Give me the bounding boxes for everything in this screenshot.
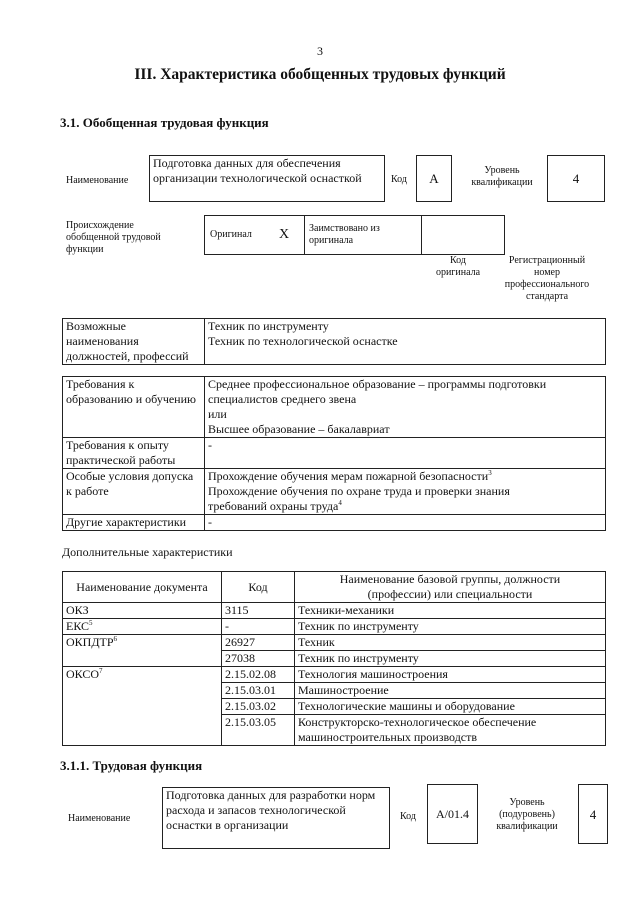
add-code: 2.15.03.05 (222, 715, 295, 746)
tf-code-label: Код (400, 811, 416, 822)
footnote-ref: 4 (338, 499, 342, 507)
req-admission-value (205, 469, 606, 515)
add-code: 26927 (222, 635, 295, 651)
origin-divider-1 (304, 215, 305, 255)
page-number: 3 (317, 44, 323, 58)
gen-name-value: Подготовка данных для обеспечения организации технологической оснасткой (149, 155, 385, 202)
req-line: Прохождение обучения мерам пожарной безопасности$^3$ (208, 469, 492, 483)
add-code: - (222, 619, 295, 635)
add-name: Технология машиностроения (295, 667, 606, 683)
positions-values (205, 319, 606, 365)
req-experience-value: - (205, 438, 606, 469)
position-item: Техник по инструменту (208, 319, 329, 333)
add-header-code: Код (222, 572, 295, 603)
footnote-ref: 3 (488, 469, 492, 477)
add-doc: ОКЗ (63, 603, 222, 619)
add-code: 2.15.02.08 (222, 667, 295, 683)
add-name: Техник по инструменту (295, 619, 606, 635)
section-title: III. Характеристика обобщенных трудовых функций (134, 66, 506, 83)
footnote-ref: 6 (113, 635, 118, 643)
gen-level-label: Уровень квалификации (471, 165, 533, 188)
add-name: Техник (295, 635, 606, 651)
origin-label: Происхождение обобщенной трудовой функции (66, 220, 161, 255)
add-name: Техник по инструменту (295, 651, 606, 667)
tf-name-label: Наименование (68, 813, 131, 824)
labor-function-title: 3.1.1. Трудовая функция (60, 758, 203, 773)
req-line: Высшее образование – бакалавриат (208, 422, 390, 436)
position-item: Техник по технологической оснастке (208, 334, 398, 348)
req-line: специалистов среднего звена (208, 392, 357, 406)
add-code: 27038 (222, 651, 295, 667)
origin-original-mark: X (279, 227, 290, 242)
gen-name-label: Наименование (66, 175, 129, 186)
tf-code-value: А/01.4 (427, 784, 478, 844)
add-name: Технологические машины и оборудование (295, 699, 606, 715)
gen-code-label: Код (391, 174, 407, 185)
origin-reg-caption: Регистрационный номер профессионального стандарта (504, 255, 590, 302)
req-other-label: Другие характеристики (63, 515, 205, 531)
add-code: 2.15.03.02 (222, 699, 295, 715)
add-code: 2.15.03.01 (222, 683, 295, 699)
add-header-name: Наименование базовой группы, должности (профессии) или специальности (295, 572, 606, 603)
req-admission-label: Особые условия допуска к работе (63, 469, 205, 515)
req-line: Прохождение обучения по охране труда и проверки знания (208, 484, 510, 498)
add-doc: ЕКС$^5$ (63, 619, 222, 635)
add-code: 3115 (222, 603, 295, 619)
add-name: Техники-механики (295, 603, 606, 619)
generalized-function-title: 3.1. Обобщенная трудовая функция (60, 115, 269, 130)
tf-level-value: 4 (578, 784, 608, 844)
footnote-ref: 7 (99, 667, 103, 675)
add-name: Машиностроение (295, 683, 606, 699)
req-education-label: Требования к образованию и обучению (63, 377, 205, 438)
origin-code-caption: Код оригинала (435, 255, 481, 278)
req-experience-label: Требования к опыту практической работы (63, 438, 205, 469)
add-name: Конструкторско-технологическое обеспечение машиностроительных производств (295, 715, 606, 746)
footnote-ref: 5 (89, 619, 93, 627)
positions-label: Возможные наименования должностей, профессий (63, 319, 205, 365)
origin-borrowed-label: Заимствовано из оригинала (309, 223, 380, 246)
req-other-value: - (205, 515, 606, 531)
origin-divider-2 (421, 215, 422, 255)
additional-title: Дополнительные характеристики (62, 545, 233, 559)
req-line: или (208, 407, 227, 421)
req-line: требований охраны труда$^4$ (208, 499, 342, 513)
req-education-value (205, 377, 606, 438)
origin-original-label: Оригинал (210, 229, 252, 240)
req-line: Среднее профессиональное образование – программы подготовки (208, 377, 547, 391)
add-header-doc: Наименование документа (63, 572, 222, 603)
requirements-table (62, 376, 606, 531)
origin-box (204, 215, 505, 255)
tf-name-value: Подготовка данных для разработки норм расхода и запасов технологической оснастки в организации (162, 787, 390, 849)
tf-level-label: Уровень (подуровень) квалификации (496, 797, 558, 832)
gen-level-value: 4 (547, 155, 605, 202)
add-doc: ОКПДТР$^6$ (63, 635, 222, 667)
gen-code-value: А (416, 155, 452, 202)
positions-table (62, 318, 606, 365)
add-doc: ОКСО$^7$ (63, 667, 222, 746)
additional-table (62, 571, 606, 746)
